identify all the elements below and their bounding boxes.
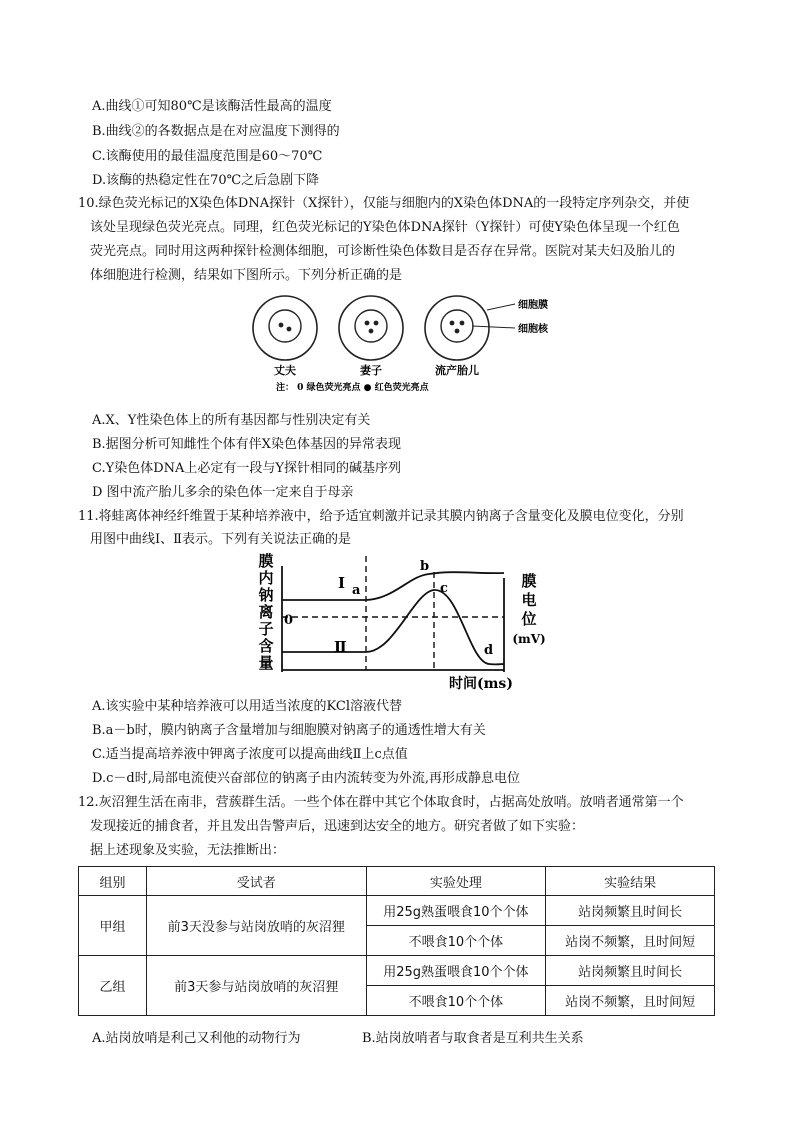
- q11-option-b: B.a－b时，膜内钠离子含量增加与细胞膜对钠离子的通透性增大有关: [92, 723, 486, 738]
- header-result: 实验结果: [546, 867, 715, 896]
- q9-option-c: C.该酶使用的最佳温度范围是60～70℃: [92, 149, 323, 164]
- table-header-row: [79, 867, 715, 896]
- q9-option-d: D.该酶的热稳定性在70℃之后急剧下降: [92, 173, 320, 188]
- result-cell: 站岗不频繁，且时间短: [546, 986, 715, 1016]
- q10-stem-line-1: 10.绿色荧光标记的X染色体DNA探针（X探针），仅能与细胞内的X染色体DNA的一段特定序列杂交，并使: [78, 196, 690, 211]
- ylabel-left: [258, 552, 273, 672]
- q11-option-c: C.适当提高培养液中钾离子浓度可以提高曲线Ⅱ上c点值: [92, 747, 408, 762]
- label-fetus: 流产胎儿: [435, 364, 479, 377]
- ylabel-right: [512, 572, 545, 646]
- q10-option-c: C.Y染色体DNA上必定有一段与Y探针相同的碱基序列: [92, 461, 401, 476]
- curve-ii: [282, 590, 504, 664]
- q10-stem-line-2: 该处呈现绿色荧光亮点。同理，红色荧光标记的Y染色体DNA探针（Y探针）可使Y染色体呈现一个红色: [90, 220, 680, 235]
- figure-note: 注： 0 绿色荧光亮点 ● 红色荧光亮点: [276, 383, 429, 393]
- result-cell: 站岗频繁且时间长: [546, 896, 715, 926]
- x-axis-label: 时间(ms): [449, 676, 513, 692]
- treatment-cell: 不喂食10个个体: [366, 986, 546, 1016]
- label-membrane: 细胞膜: [518, 300, 548, 311]
- q9-option-a: A.曲线①可知80℃是该酶活性最高的温度: [92, 99, 332, 114]
- cell-husband: [253, 296, 317, 360]
- q9-option-b: B.曲线②的各数据点是在对应温度下测得的: [92, 124, 340, 139]
- svg-text:膜电位(mV): 膜电位(mV): [512, 572, 546, 646]
- q10-stem-line-4: 体细胞进行检测，结果如下图所示。下列分析正确的是: [90, 268, 403, 283]
- q12-stem-line-2: 发现接近的捕食者，并且发出告警声后，迅速到达安全的地方。研究者做了如下实验：: [90, 819, 585, 834]
- group-subject: 前3天参与站岗放哨的灰沼狸: [146, 956, 366, 1016]
- table-row: [79, 956, 715, 986]
- label-wife: 妻子: [360, 364, 382, 377]
- result-cell: 站岗频繁且时间长: [546, 956, 715, 986]
- membrane-potential-chart: [254, 552, 554, 694]
- q12-option-b: B.站岗放哨者与取食者是互利共生关系: [362, 1031, 584, 1046]
- cell-fetus: [425, 296, 489, 360]
- experiment-table: [78, 866, 715, 1016]
- treatment-cell: 不喂食10个个体: [366, 926, 546, 956]
- curve-i: [282, 572, 504, 600]
- treatment-cell: 用25g熟蛋喂食10个个体: [366, 956, 546, 986]
- membrane-pointer: [487, 304, 515, 310]
- zero-label: 0: [284, 613, 294, 628]
- header-treatment: 实验处理: [366, 867, 546, 896]
- q10-option-a: A.X、Y性染色体上的所有基因都与性别决定有关: [92, 413, 371, 428]
- cell-probe-figure: [240, 292, 548, 396]
- q10-option-d: D 图中流产胎儿多余的染色体一定来自于母亲: [92, 485, 354, 500]
- svg-text:膜内钠离子含量: 膜内钠离子含量: [258, 552, 274, 672]
- q10-stem-line-3: 荧光亮点。同时用这两种探针检测体细胞，可诊断性染色体数目是否存在异常。医院对某夫妇及胎儿的: [90, 244, 676, 259]
- table-row: [79, 896, 715, 926]
- q11-stem-line-1: 11.将蛙离体神经纤维置于某种培养液中，给予适宜刺激并记录其膜内钠离子含量变化及膜电位变化，分别: [78, 509, 684, 524]
- result-cell: 站岗不频繁，且时间短: [546, 926, 715, 956]
- group-subject: 前3天没参与站岗放哨的灰沼狸: [146, 896, 366, 956]
- q12-option-a: A.站岗放哨是利己又利他的动物行为: [92, 1031, 301, 1046]
- curve-ii-label: Ⅱ: [334, 638, 347, 656]
- q11-option-a: A.该实验中某种培养液可以用适当浓度的KCl溶液代替: [92, 699, 402, 714]
- header-group: 组别: [79, 867, 147, 896]
- q12-stem-line-1: 12.灰沼狸生活在南非，营蔟群生活。一些个体在群中其它个体取食时，占据高处放哨。放哨者通常第一个: [78, 795, 684, 810]
- treatment-cell: 用25g熟蛋喂食10个个体: [366, 896, 546, 926]
- q11-stem-line-2: 用图中曲线Ⅰ、Ⅱ表示。下列有关说法正确的是: [90, 532, 351, 547]
- label-husband: 丈夫: [274, 364, 296, 377]
- point-b-label: b: [420, 559, 430, 574]
- point-a-label: a: [352, 583, 361, 598]
- label-nucleus: 细胞核: [518, 324, 548, 335]
- point-c-label: c: [440, 581, 448, 596]
- q12-stem-line-3: 据上述现象及实验，无法推断出：: [90, 843, 286, 858]
- nucleus-pointer: [472, 326, 515, 328]
- cell-wife: [339, 296, 403, 360]
- group-name: 甲组: [79, 896, 147, 956]
- group-name: 乙组: [79, 956, 147, 1016]
- curve-i-label: Ⅰ: [338, 574, 346, 592]
- header-subject: 受试者: [146, 867, 366, 896]
- q10-option-b: B.据图分析可知雌性个体有伴X染色体基因的异常表现: [92, 437, 401, 452]
- point-d-label: d: [484, 643, 494, 658]
- q11-option-d: D.c－d时,局部电流使兴奋部位的钠离子由内流转变为外流,再形成静息电位: [92, 771, 520, 786]
